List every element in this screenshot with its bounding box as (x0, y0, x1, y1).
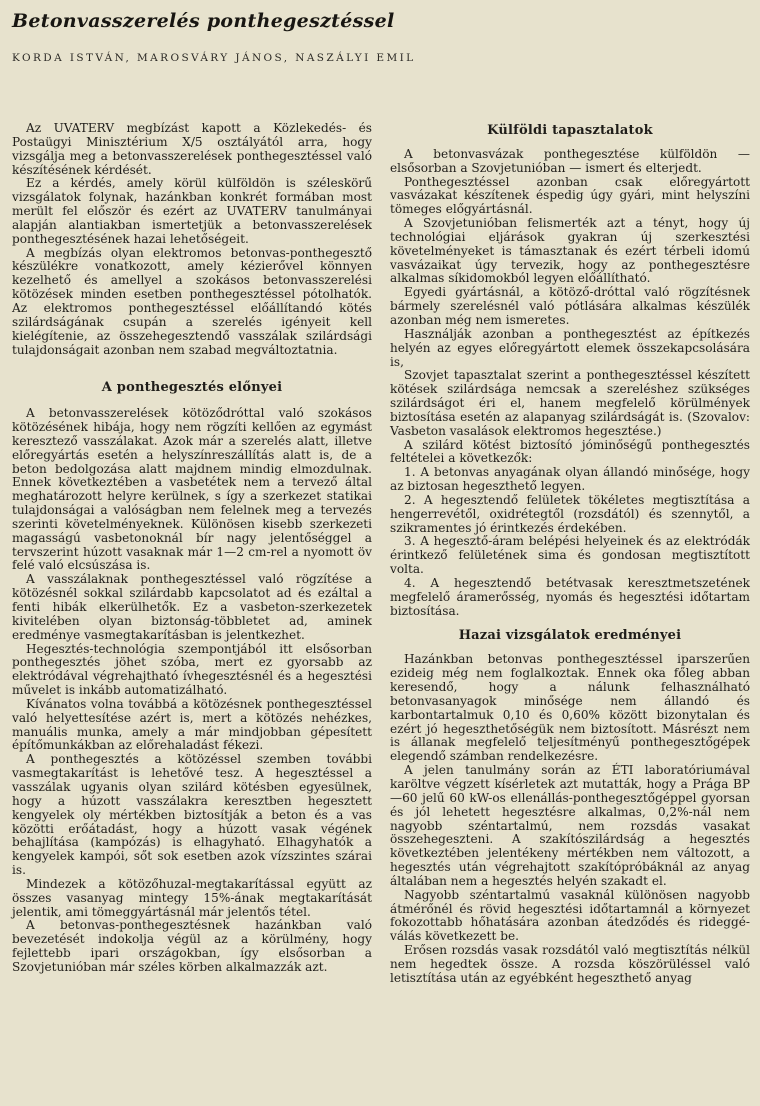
paragraph: Az UVATERV megbízást kapott a Közlekedés- és Postaügyi Minisztérium X/5 osztályától arra, hogy vizsgálja meg a betonvasszerelések ponthegesztéssel való készítésének kérdését. (12, 121, 372, 177)
paragraph: Szovjet tapasztalat szerint a ponthegesztéssel készített kötések szilárdsága nemcsak a szereléshez szükséges szilárdságot éri el, hanem megfelelő körülmények biztosítása esetén az alapanyag szilárdságát is. (Szovalov: Vasbeton vasalások elektromos hegesztése.) (390, 368, 750, 438)
paragraph: A ponthegesztés a kötözéssel szemben további vasmegtakarítást is lehetővé tesz. A hegesztéssel a vasszálak ugyanis olyan szilárd kötésben egyesülnek, hogy a húzott vasszálakra keresztben hegesztett kengyelek oly mértékben biztosítják a beton és a vas közötti erőátadást, hogy a húzott vasak végének behajlítása (kampózás) is elhagyható. Elhagyhatók a kengyelek kampói, sőt sok esetben azok vízszintes szárai is. (12, 752, 372, 878)
article-title: Betonvasszerelés ponthegesztéssel (12, 10, 395, 32)
list-item: 3. A hegesztő-áram belépési helyeinek és az elektródák érintkező felületének sima és gondosan megtisztított volta. (390, 534, 750, 577)
section-heading: A ponthegesztés előnyei (101, 380, 283, 396)
list-item: 2. A hegesztendő felületek tökéletes megtisztítása a hengerrevétől, oxidrétegtől (rozsdától) és szennytől, a szikramentes jó érintkezés érdekében. (390, 492, 750, 535)
paragraph: A betonvasvázak ponthegesztése külföldön — elsősorban a Szovjetunióban — ismert és elterjedt. (390, 146, 750, 175)
paragraph: A betonvasszerelések kötöződróttal való szokásos kötözésének hibája, hogy nem rögzíti kellően az egymást keresztező vasszálakat. Azok már a szerelés alatt, illetve előregyártás esetén a helyszínreszállítás alatt is, de a beton bedolgozása alatt majdnem mindig elmozdulnak. Ennek következtében a vasbetétek nem a tervező által meghatározott helyre kerülnek, s így a szerkezet statikai tulajdonságai a valóságban nem felelnek meg a tervezés szerinti követelményeknek. Különösen kisebb szerkezeti magasságú vasbetonoknál bír nagy jelentőséggel a tervszerint húzott vasaknak már 1—2 cm-rel a nyomott öv felé való elcsúszása is. (12, 406, 372, 573)
paragraph: A megbízás olyan elektromos betonvas-ponthegesztő készülékre vonatkozott, amely kézierővel könnyen kezelhető és amellyel a szokásos betonvasszerelési kötözések minden esetben ponthegesztéssel pótolhatók. Az elektromos ponthegesztéssel előállítandó kötés szilárdságának csupán a szerelés igényeit kell kielégítenie, az összehegesztendő vasszálak szilárdsági tulajdonságait azonban nem szabad megváltoztatnia. (12, 245, 372, 357)
paragraph: Használják azonban a ponthegesztést az építkezés helyén az egyes előregyártott elemek összekapcsolására is, (390, 326, 750, 369)
paragraph: Nagyobb széntartalmú vasaknál különösen nagyobb átmérőnél és rövid hegesztési időtartamnál a környezet fokozottabb hőhatására azonban átedződés és rideggé-válás következett be. (390, 887, 750, 944)
paragraph: Hazánkban betonvas ponthegesztéssel iparszerűen ezideig még nem foglalkoztak. Ennek oka főleg abban keresendő, hogy a nálunk felhasználható betonvasanyagok minősége nem állandó és karbontartalmuk 0,10 és 0,60% között bizonytalan és ezért jó hegeszthetőségük nem biztosított. Másrészt nem is állanak megfelelő teljesítményű ponthegesztőgépek elegendő számban rendelkezésre. (390, 652, 750, 764)
list-item: 4. A hegesztendő betétvasak keresztmetszetének megfelelő áramerősség, nyomás és hegesztési időtartam biztosítása. (390, 576, 750, 618)
paragraph: Erősen rozsdás vasak rozsdától való megtisztítás nélkül nem hegedtek össze. A rozsda köszörüléssel való letisztítása után az egyébként hegeszthető anyag (390, 943, 750, 985)
paragraph: Mindezek a kötözőhuzal-megtakarítással együtt az összes vasanyag mintegy 15%-ának megtakarítását jelentik, ami tömeggyártásnál már jelentős tétel. (12, 876, 372, 919)
paragraph: Ponthegesztéssel azonban csak előregyártott vasvázakat készítenek éspedig úgy gyári, mint helyszíni tömeges előgyártásnál. (390, 174, 750, 217)
list-item: 1. A betonvas anyagának olyan állandó minősége, hogy az biztosan hegeszthető legyen. (390, 465, 750, 494)
paragraph: Ez a kérdés, amely körül külföldön is széleskörű vizsgálatok folynak, hazánkban konkrét formában most merült fel először és ezért az UVATERV tanulmányai alapján alantiakban ismertetjük a betonvasszerelések ponthegesztésének hazai lehetőségeit. (12, 176, 372, 246)
paragraph: A szilárd kötést biztosító jóminőségű ponthegesztés feltételei a következők: (390, 437, 750, 466)
paragraph: Egyedi gyártásnál, a kötöző-dróttal való rögzítésnek bármely szerelésnél való pótlására alkalmas készülék azonban még nem ismeretes. (390, 285, 750, 327)
left-column (12, 122, 372, 975)
paragraph: Hegesztés-technológia szempontjából itt elsősorban ponthegesztés jöhet szóba, mert ez gyorsabb az elektródával végrehajtható ívhegesztésnél és a hegesztési művelet is inkább automatizálható. (12, 641, 372, 698)
paragraph: A jelen tanulmány során az ÉTI laboratóriumával karöltve végzett kísérletek azt mutatták, hogy a Prága BP—60 jelű 60 kW-os ellenállás-ponthegesztőgéppel gyorsan és jól lehetett hegesztésre alkalmas, 0,2%-nál nem nagyobb széntartalmú, nem rozsdás vasakat összehegeszteni. A szakítószilárdság a hegesztés következtében jelentékeny mértékben nem változott, a hegesztés után végrehajtott szakítópróbáknál az anyag általában nem a hegesztés helyén szakadt el. (390, 763, 750, 888)
right-column (390, 124, 750, 986)
section-heading: Hazai vizsgálatok eredményei (458, 627, 682, 643)
paragraph: A betonvas-ponthegesztésnek hazánkban való bevezetését indokolja végül az a körülmény, hogy fejlettebb ipari országokban, így elsősorban a Szovjetunióban már széles körben alkalmazzák azt. (12, 918, 372, 974)
article-authors: KORDA ISTVÁN, MAROSVÁRY JÁNOS, NASZÁLYI EMIL (12, 52, 416, 64)
paragraph: A vasszálaknak ponthegesztéssel való rögzítése a kötözésnél sokkal szilárdabb kapcsolatot ad és ezáltal a fenti hibák elkerülhetők. Ez a vasbeton-szerkezetek kivitelében olyan biztonság-többletet ad, aminek eredménye vasmegtakarításban is jelentkezhet. (12, 572, 372, 642)
paragraph: A Szovjetunióban felismerték azt a tényt, hogy új technológiai eljárások gyakran új szerkesztési követelményeket is támasztanak és ezért térbeli idomú vasvázaikat úgy tervezik, hogy az ponthegesztésre alkalmas síkidomokból legyen előállítható. (390, 216, 750, 286)
section-heading: Külföldi tapasztalatok (487, 123, 653, 138)
paragraph: Kívánatos volna továbbá a kötözésnek ponthegesztéssel való helyettesítése azért is, mert a kötözés nehézkes, manuális munka, amely a már mindjobban gépesített építőmunkákban az előrehaladást fékezi. (12, 696, 372, 753)
